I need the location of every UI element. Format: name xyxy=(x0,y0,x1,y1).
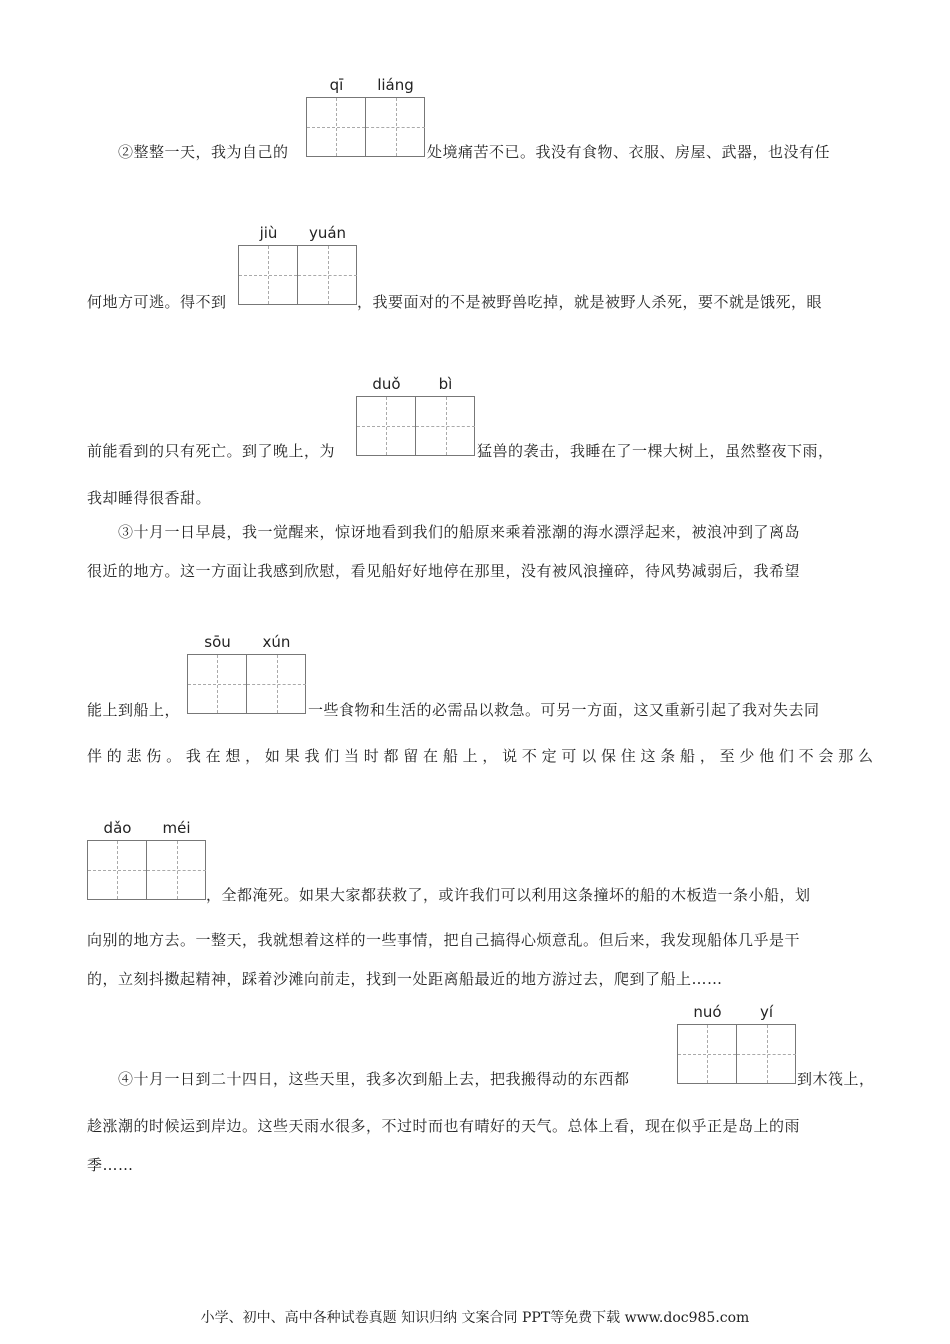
text-line: 何地方可逃。得不到 xyxy=(87,293,227,311)
text-line: 能上到船上， xyxy=(87,701,181,719)
pinyin-label: yí xyxy=(759,1003,774,1021)
text-line: 趁涨潮的时候运到岸边。这些天雨水很多，不过时而也有晴好的天气。总体上看，现在似乎正是岛上的雨 xyxy=(87,1117,801,1135)
pinyin-answer-box[interactable] xyxy=(238,224,357,305)
pinyin-answer-box[interactable] xyxy=(356,375,475,456)
text-line: 的，立刻抖擞起精神，踩着沙滩向前走，找到一处距离船最近的地方游过去，爬到了船上…… xyxy=(87,970,723,988)
char-cell[interactable] xyxy=(247,633,306,713)
text-line: 伴 的 悲 伤 。 我 在 想 ， 如 果 我 们 当 时 都 留 在 船 上 ， 说 不 定 可 以 保 住 这 条 船 ， 至 少 他 们 不 会 那 么 xyxy=(87,747,873,765)
text-line: ②整整一天，我为自己的 xyxy=(118,143,289,161)
text-line: 季…… xyxy=(87,1156,134,1174)
char-cell[interactable] xyxy=(416,375,475,455)
pinyin-answer-box[interactable] xyxy=(87,819,206,900)
text-line: 我却睡得很香甜。 xyxy=(87,489,212,507)
pinyin-answer-box[interactable] xyxy=(306,76,425,157)
char-cell[interactable] xyxy=(298,224,357,304)
text-line: ④十月一日到二十四日，这些天里，我多次到船上去，把我搬得动的东西都 xyxy=(118,1070,630,1088)
pinyin-label: jiù xyxy=(259,224,278,242)
text-line: 一些食物和生活的必需品以救急。可另一方面，这又重新引起了我对失去同 xyxy=(308,701,820,719)
pinyin-label: qī xyxy=(329,76,344,94)
text-line: ，我要面对的不是被野兽吃掉，就是被野人杀死，要不就是饿死，眼 xyxy=(357,293,823,311)
pinyin-label: liáng xyxy=(377,76,414,94)
char-cell[interactable] xyxy=(88,819,147,899)
char-cell[interactable] xyxy=(307,76,366,156)
pinyin-label: xún xyxy=(262,633,291,651)
char-cell[interactable] xyxy=(737,1003,796,1083)
char-cell[interactable] xyxy=(239,224,298,304)
text-line: ③十月一日早晨，我一觉醒来，惊讶地看到我们的船原来乘着涨潮的海水漂浮起来，被浪冲到了离岛 xyxy=(118,523,801,541)
text-line: 很近的地方。这一方面让我感到欣慰，看见船好好地停在那里，没有被风浪撞碎，待风势减弱后，我希望 xyxy=(87,562,801,580)
pinyin-answer-box[interactable] xyxy=(187,633,306,714)
pinyin-answer-box[interactable] xyxy=(677,1003,796,1084)
char-cell[interactable] xyxy=(147,819,206,899)
text-line: 向别的地方去。一整天，我就想着这样的一些事情，把自己搞得心烦意乱。但后来，我发现船体几乎是干 xyxy=(87,931,801,949)
text-line: ，全都淹死。如果大家都获救了，或许我们可以利用这条撞坏的船的木板造一条小船，划 xyxy=(206,886,811,904)
pinyin-label: nuó xyxy=(693,1003,722,1021)
char-cell[interactable] xyxy=(357,375,416,455)
pinyin-label: bì xyxy=(438,375,453,393)
text-line: 前能看到的只有死亡。到了晚上，为 xyxy=(87,442,336,460)
char-cell[interactable] xyxy=(366,76,425,156)
pinyin-label: duǒ xyxy=(372,375,401,393)
text-line: 猛兽的袭击，我睡在了一棵大树上，虽然整夜下雨， xyxy=(477,442,834,460)
pinyin-label: sōu xyxy=(204,633,231,651)
pinyin-label: dǎo xyxy=(103,819,132,837)
text-line: 处境痛苦不已。我没有食物、衣服、房屋、武器，也没有任 xyxy=(427,143,831,161)
page-footer: 小学、初中、高中各种试卷真题 知识归纳 文案合同 PPT等免费下载 www.doc985.com xyxy=(200,1310,750,1326)
pinyin-label: yuán xyxy=(308,224,347,242)
char-cell[interactable] xyxy=(188,633,247,713)
text-line: 到木筏上， xyxy=(797,1070,875,1088)
pinyin-label: méi xyxy=(162,819,191,837)
char-cell[interactable] xyxy=(678,1003,737,1083)
